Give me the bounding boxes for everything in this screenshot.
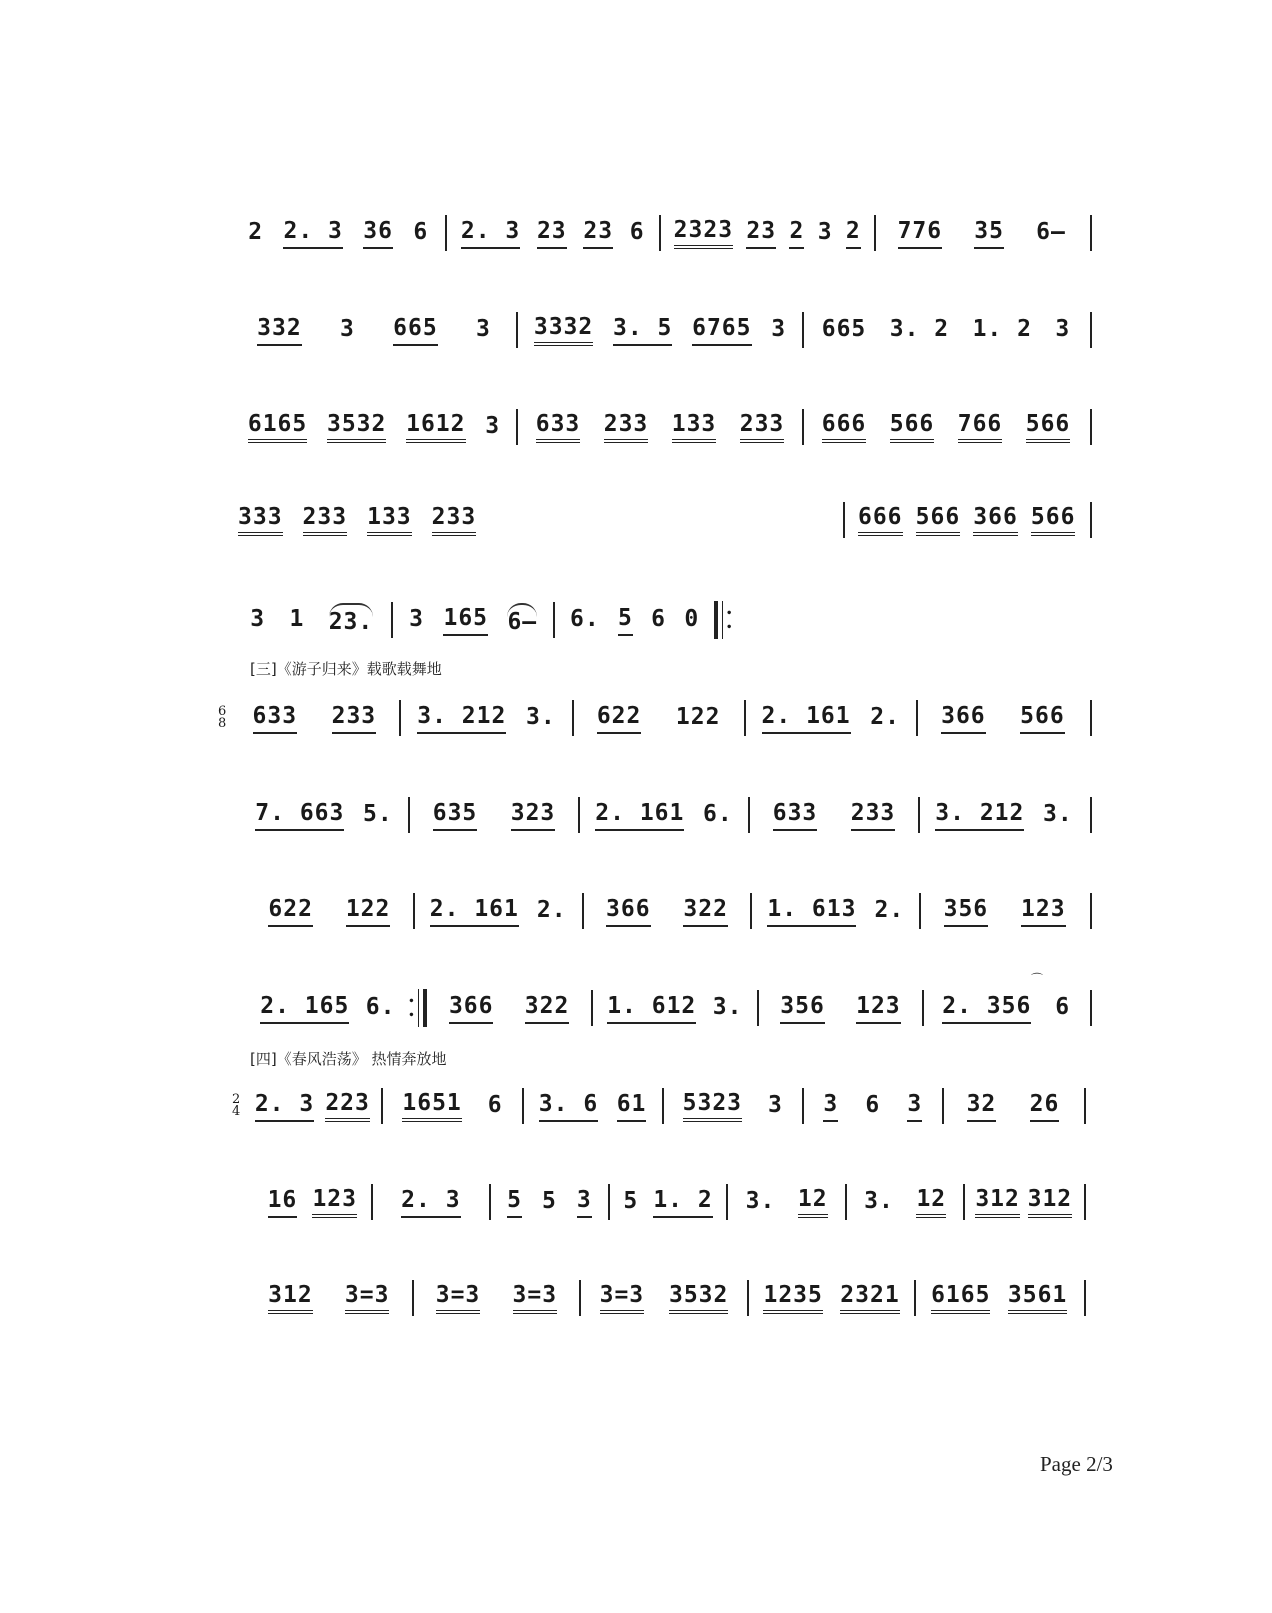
staff-line-5: [232, 594, 732, 646]
measure: [401, 692, 571, 744]
note-group: 35: [974, 218, 1004, 249]
note-group: 2. 3: [461, 218, 520, 249]
note-group: 2323: [674, 217, 733, 249]
note-group: 7. 663: [255, 800, 344, 831]
staff-line-8: [246, 885, 1092, 937]
note-group: 356: [780, 993, 825, 1024]
note-group: 6: [865, 1091, 881, 1118]
measure: [373, 1176, 490, 1228]
measure: [383, 1080, 521, 1132]
note-group: 633: [253, 703, 298, 734]
measure: [254, 1176, 371, 1228]
note-group: 1651: [402, 1090, 461, 1122]
measure: [749, 1272, 915, 1324]
note-group: 3: [485, 412, 501, 439]
note-group: 3.: [745, 1187, 776, 1214]
measure: [427, 982, 591, 1034]
note-group: 3. 5: [613, 315, 672, 346]
staff-line-12: [246, 1272, 1086, 1324]
note-group: 6: [413, 218, 429, 245]
note-group: 1: [289, 605, 305, 632]
measure: [759, 982, 923, 1034]
note-group: 1235: [763, 1282, 822, 1314]
note-group: 366: [941, 703, 986, 734]
note-group: 3=3: [436, 1282, 481, 1314]
measure: [491, 1176, 608, 1228]
note-group: 23: [746, 218, 776, 249]
note-group: 3: [817, 218, 833, 245]
note-group: 6165: [931, 1282, 990, 1314]
note-group: 356: [944, 896, 989, 927]
note-group: 6765: [692, 315, 751, 346]
note-group: 666: [858, 504, 903, 536]
note-group: 2. 161: [762, 703, 851, 734]
measure: [580, 789, 748, 841]
note-group: 0: [684, 605, 700, 632]
staff-line-11: [254, 1176, 1086, 1228]
note-group: 3: [907, 1091, 922, 1122]
note-group: 566: [916, 504, 961, 536]
measure: [574, 692, 744, 744]
note-group: 165: [443, 605, 488, 636]
measure: [243, 1080, 381, 1132]
note-group: 3: [475, 315, 491, 342]
fermata-note: 6: [1055, 993, 1071, 1020]
note-group: 1. 2: [653, 1187, 712, 1218]
note-group: 5: [542, 1187, 557, 1214]
repeat-end-barline: ● ●: [714, 601, 732, 639]
note-group: 322: [683, 896, 728, 927]
measure: [246, 1272, 412, 1324]
note-group: 3=3: [513, 1282, 558, 1314]
note-group: 3532: [669, 1282, 728, 1314]
measure: [804, 401, 1088, 453]
note-group: 322: [525, 993, 570, 1024]
note-group: 5: [507, 1187, 522, 1218]
measure: [610, 1176, 727, 1228]
note-group: 2.: [536, 896, 567, 923]
note-group: 1. 2: [972, 315, 1032, 342]
measure: [246, 885, 413, 937]
measure: [728, 1176, 845, 1228]
barline: [1084, 1184, 1086, 1220]
note-group: 6—: [1036, 218, 1066, 245]
note-group: 23: [537, 218, 567, 249]
staff-line-1: [232, 207, 1092, 259]
measure: [232, 594, 391, 646]
staff-line-10: [232, 1080, 1086, 1132]
barline: [1090, 700, 1092, 736]
note-group: 3. 6: [539, 1091, 598, 1122]
note-group: 776: [898, 218, 943, 249]
note-group: 23: [583, 218, 613, 249]
note-group: 3. 2: [889, 315, 950, 342]
staff-line-6: [218, 692, 1092, 744]
note-group: 26: [1030, 1091, 1060, 1122]
measure: [246, 982, 410, 1034]
tied-note-group: 23.: [329, 603, 374, 638]
measure: [752, 885, 919, 937]
note-group: 666: [822, 411, 867, 443]
barline: [1090, 990, 1092, 1026]
note-group: 6.: [570, 605, 600, 632]
note-group: 2. 3: [283, 218, 342, 249]
measure: [229, 692, 399, 744]
measure: [924, 982, 1088, 1034]
measure: [746, 692, 916, 744]
measure: [916, 1272, 1082, 1324]
note-group: 5: [618, 605, 633, 636]
note-group: 3.: [712, 993, 743, 1020]
note-group: 3: [339, 315, 355, 342]
staff-line-3: [232, 401, 1092, 453]
note-group: 3.: [526, 703, 556, 730]
measure: [524, 1080, 662, 1132]
note-group: 6: [651, 605, 667, 632]
note-group: 2. 356: [942, 993, 1031, 1024]
note-group: 5: [623, 1187, 639, 1214]
note-group: 366: [973, 504, 1018, 536]
note-group: 312: [1028, 1186, 1073, 1218]
measure: [447, 207, 660, 259]
measure: [876, 207, 1089, 259]
measure: [921, 885, 1088, 937]
measure: [518, 401, 802, 453]
measure: [750, 789, 918, 841]
note-group: 3: [409, 605, 425, 632]
note-group: 32: [967, 1091, 997, 1122]
note-group: 665: [821, 315, 867, 342]
note-group: 6.: [365, 993, 396, 1020]
note-group: 332: [257, 315, 302, 346]
note-group: 366: [449, 993, 494, 1024]
note-group: 233: [303, 504, 348, 536]
note-group: 2: [248, 218, 264, 245]
note-group: 133: [672, 411, 717, 443]
measure: [555, 594, 714, 646]
barline: [1090, 502, 1092, 538]
note-group: 233: [604, 411, 649, 443]
note-group: 3: [767, 1091, 783, 1118]
note-group: 635: [433, 800, 478, 831]
note-group: 2. 161: [430, 896, 519, 927]
measure: [414, 1272, 580, 1324]
barline: [1090, 215, 1092, 251]
note-group: 2.: [870, 703, 900, 730]
note-group: 36: [363, 218, 393, 249]
section-heading-3: [三]《游子归来》载歌载舞地: [250, 660, 442, 678]
note-group: 2: [789, 218, 804, 249]
note-group: 366: [606, 896, 651, 927]
note-group: 16: [268, 1187, 298, 1218]
note-group: 766: [958, 411, 1003, 443]
note-group: 233: [740, 411, 785, 443]
note-group: 566: [1031, 504, 1076, 536]
measure: [232, 401, 516, 453]
measure: [918, 692, 1088, 744]
note-group: 6165: [248, 411, 307, 443]
note-group: 233: [851, 800, 896, 831]
note-group: 566: [1026, 411, 1071, 443]
note-group: 2. 165: [260, 993, 349, 1024]
measure: [845, 494, 1088, 546]
time-signature: 6 8: [218, 704, 228, 731]
note-group: 6: [487, 1091, 503, 1118]
note-group: 123: [1021, 896, 1066, 927]
measure: [581, 1272, 747, 1324]
measure: [804, 1080, 942, 1132]
measure: [920, 789, 1088, 841]
note-group: 622: [597, 703, 642, 734]
note-group: 3. 212: [935, 800, 1024, 831]
barline: [1084, 1280, 1086, 1316]
note-group: 3: [823, 1091, 838, 1122]
note-group: 5323: [683, 1090, 742, 1122]
note-group: 633: [536, 411, 581, 443]
note-group: 566: [890, 411, 935, 443]
note-group: 123: [856, 993, 901, 1024]
measure: [393, 594, 552, 646]
note-group: 3: [577, 1187, 592, 1218]
note-group: 3: [1055, 315, 1071, 342]
staff-line-4: [232, 494, 1092, 546]
measure: [804, 304, 1088, 356]
measure: [232, 304, 516, 356]
note-group: 3: [771, 315, 787, 342]
measure: [240, 789, 408, 841]
note-group: 2. 3: [401, 1187, 460, 1218]
measure: [232, 207, 445, 259]
note-group: 3=3: [600, 1282, 645, 1314]
note-group: 2. 161: [595, 800, 684, 831]
note-group: 2: [846, 218, 861, 249]
page-number: Page 2/3: [1040, 1452, 1113, 1476]
measure: [232, 494, 843, 546]
note-group: 5.: [362, 800, 393, 827]
barline: [1090, 797, 1092, 833]
note-group: 312: [268, 1282, 313, 1314]
note-group: 622: [268, 896, 313, 927]
note-group: 3: [250, 605, 266, 632]
note-group: 6.: [702, 800, 733, 827]
note-group: 122: [675, 703, 721, 730]
measure: [965, 1176, 1082, 1228]
note-group: 3532: [327, 411, 386, 443]
barline: [1090, 893, 1092, 929]
measure: [944, 1080, 1082, 1132]
note-group: 6: [629, 218, 645, 245]
note-group: 312: [975, 1186, 1020, 1218]
time-signature: 2 4: [232, 1092, 242, 1119]
note-group: 323: [511, 800, 556, 831]
note-group: 3. 212: [417, 703, 506, 734]
note-group: 2321: [840, 1282, 899, 1314]
section-heading-4: [四]《春风浩荡》 热情奔放地: [250, 1050, 447, 1068]
note-group: 1. 613: [767, 896, 856, 927]
note-group: 566: [1020, 703, 1065, 734]
staff-line-9: [246, 982, 1092, 1034]
barline: [1084, 1088, 1086, 1124]
note-group: 2. 3: [255, 1091, 314, 1122]
note-group: 1. 612: [607, 993, 696, 1024]
measure: [593, 982, 757, 1034]
note-group: 2.: [874, 896, 905, 923]
staff-line-2: [232, 304, 1092, 356]
measure: [661, 207, 874, 259]
note-group: 1612: [406, 411, 465, 443]
note-group: 123: [312, 1186, 357, 1218]
measure: [410, 789, 578, 841]
measure: [415, 885, 582, 937]
note-group: 223: [325, 1090, 370, 1122]
note-group: 122: [346, 896, 391, 927]
note-group: 3.: [864, 1187, 894, 1214]
note-group: 233: [432, 504, 477, 536]
measure: [664, 1080, 802, 1132]
note-group: 61: [617, 1091, 647, 1122]
note-group: 3.: [1042, 800, 1073, 827]
note-group: 3332: [534, 314, 593, 346]
note-group: 633: [773, 800, 818, 831]
note-group: 333: [238, 504, 283, 536]
barline: [1090, 312, 1092, 348]
note-group: 133: [367, 504, 412, 536]
fermata-icon: ⌒: [1031, 972, 1044, 986]
measure: [584, 885, 751, 937]
repeat-start-barline: ● ●: [410, 989, 428, 1027]
note-group: 3=3: [345, 1282, 390, 1314]
note-group: 665: [393, 315, 438, 346]
measure: [847, 1176, 964, 1228]
note-group: 3561: [1008, 1282, 1067, 1314]
note-group: 233: [332, 703, 377, 734]
tied-note-group: 6—: [507, 603, 537, 638]
note-group: 12: [916, 1186, 946, 1218]
measure: [518, 304, 802, 356]
barline: [1090, 409, 1092, 445]
staff-line-7: [240, 789, 1092, 841]
note-group: 12: [798, 1186, 828, 1218]
